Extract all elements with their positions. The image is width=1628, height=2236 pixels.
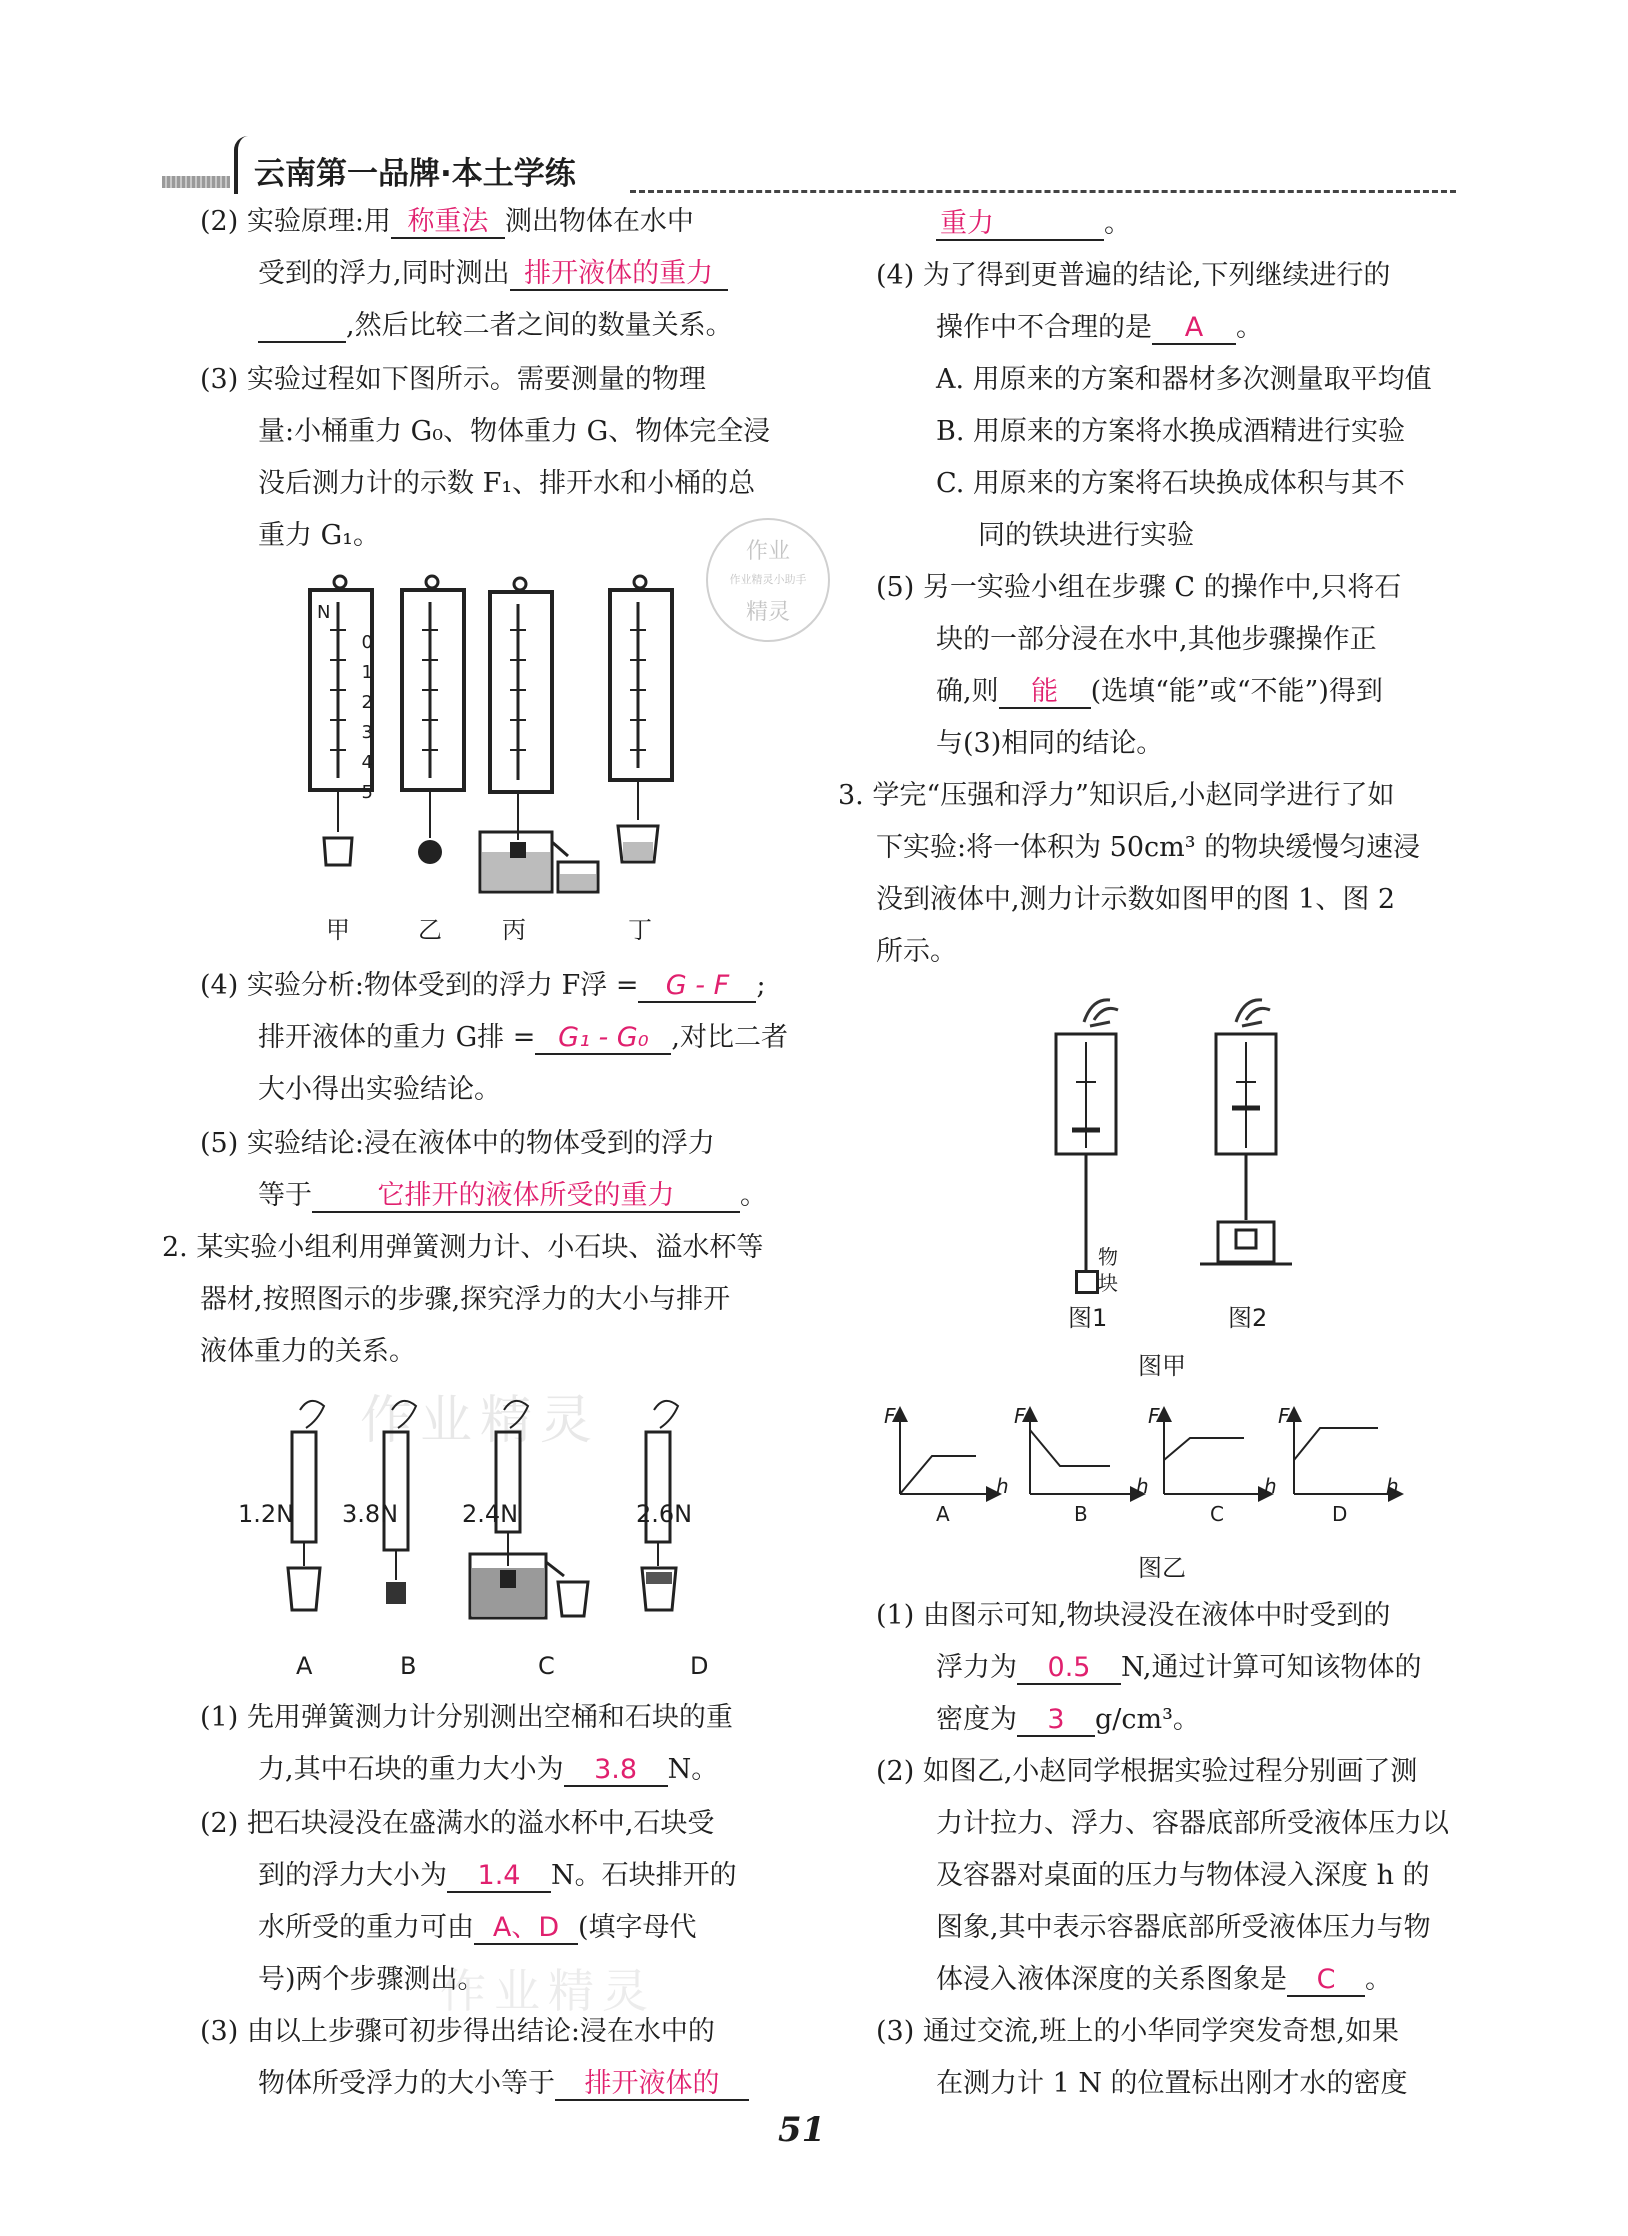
scale-ding bbox=[610, 576, 672, 862]
fig1-label: 图1 bbox=[1068, 1304, 1108, 1332]
q3-intro-line4: 所示。 bbox=[876, 936, 957, 967]
graph-a bbox=[900, 1410, 998, 1494]
q1-part4-line2: 排开液体的重力 G排 = G₁ - G₀ ,对比二者 bbox=[258, 1022, 788, 1053]
q1-part3-line4: 重力 G₁。 bbox=[258, 520, 380, 551]
q3-part2-line5: 体浸入液体深度的关系图象是 C 。 bbox=[936, 1964, 1392, 1995]
q1-part4-line1: (4) 实验分析:物体受到的浮力 F浮 = G - F ; bbox=[200, 970, 766, 1001]
q1-part4-line3: 大小得出实验结论。 bbox=[258, 1074, 501, 1105]
step-label-d: D bbox=[690, 1652, 709, 1680]
q3-intro-line1: 3. 学完“压强和浮力”知识后,小赵同学进行了如 bbox=[838, 780, 1395, 811]
scale-bing bbox=[480, 578, 598, 892]
answer-blank: 0.5 bbox=[1017, 1653, 1121, 1685]
answer-blank: G₁ - G₀ bbox=[535, 1023, 671, 1055]
answer-blank: 称重法 bbox=[391, 207, 505, 239]
answer-blank: 排开液体的重力 bbox=[510, 259, 728, 291]
q2-part2-line3: 水所受的重力可由 A、D (填字母代 bbox=[258, 1912, 697, 1943]
q2-part5-line3: 确,则 能 (选填“能”或“不能”)得到 bbox=[936, 676, 1383, 707]
graph-b-f: F bbox=[1014, 1404, 1026, 1428]
page-number: 51 bbox=[778, 2110, 826, 2150]
figure-jia bbox=[1040, 990, 1310, 1280]
fig1-scale bbox=[1056, 1000, 1118, 1270]
graph-a-f: F bbox=[884, 1404, 896, 1428]
q1-part3-line1: (3) 实验过程如下图所示。需要测量的物理 bbox=[200, 364, 706, 395]
q3-part2-line3: 及容器对桌面的压力与物体浸入深度 h 的 bbox=[936, 1860, 1430, 1891]
step-reading-b: 3.8N bbox=[342, 1500, 399, 1528]
graph-d bbox=[1294, 1410, 1400, 1494]
fig2-scale bbox=[1200, 1000, 1292, 1264]
header-divider bbox=[630, 190, 1456, 193]
answer-blank: 重力 bbox=[936, 209, 1104, 241]
q2-part2-line2: 到的浮力大小为 1.4 N。石块排开的 bbox=[258, 1860, 737, 1891]
q1-part3-line2: 量:小桶重力 G₀、物体重力 G、物体完全浸 bbox=[258, 416, 771, 447]
graph-b-label: B bbox=[1074, 1502, 1088, 1526]
watermark-stamp: 作业 作业精灵小助手 精灵 bbox=[706, 518, 830, 642]
q3-part1-line1: (1) 由图示可知,物块浸没在液体中时受到的 bbox=[876, 1600, 1391, 1631]
q1-part3-line3: 没后测力计的示数 F₁、排开水和小桶的总 bbox=[258, 468, 756, 499]
q2-intro-line1: 2. 某实验小组利用弹簧测力计、小石块、溢水杯等 bbox=[162, 1232, 764, 1263]
option-c-line2: 同的铁块进行实验 bbox=[978, 520, 1194, 551]
fig2-label: 图2 bbox=[1228, 1304, 1268, 1332]
q1-part5-line1: (5) 实验结论:浸在液体中的物体受到的浮力 bbox=[200, 1128, 715, 1159]
graph-d-label: D bbox=[1332, 1502, 1348, 1526]
graph-c-label: C bbox=[1210, 1502, 1224, 1526]
q2-part4-line2: 操作中不合理的是 A 。 bbox=[936, 312, 1263, 343]
scale-marks-jia: N 0 1 2 3 4 5 bbox=[317, 602, 373, 803]
option-c-line1: C. 用原来的方案将石块换成体积与其不 bbox=[936, 468, 1405, 499]
q3-part2-line4: 图象,其中表示容器底部所受液体压力与物 bbox=[936, 1912, 1431, 1943]
answer-blank: 能 bbox=[999, 677, 1091, 709]
block-label: 物块 bbox=[1098, 1245, 1118, 1295]
graph-c-f: F bbox=[1148, 1404, 1160, 1428]
step-reading-d: 2.6N bbox=[636, 1500, 693, 1528]
figure-yi-caption: 图乙 bbox=[1138, 1554, 1186, 1582]
header-bar bbox=[162, 176, 230, 188]
answer-blank: G - F bbox=[638, 971, 756, 1003]
q1-part2-line2: 受到的浮力,同时测出 排开液体的重力 bbox=[258, 256, 728, 292]
graph-b-h: h bbox=[1136, 1474, 1149, 1498]
q2-part5-line1: (5) 另一实验小组在步骤 C 的操作中,只将石 bbox=[876, 572, 1402, 603]
q2-intro-line3: 液体重力的关系。 bbox=[200, 1336, 416, 1367]
q1-part5-line2: 等于 它排开的液体所受的重力 。 bbox=[258, 1180, 767, 1211]
q2-part4-line1: (4) 为了得到更普遍的结论,下列继续进行的 bbox=[876, 260, 1391, 291]
option-b: B. 用原来的方案将水换成酒精进行实验 bbox=[936, 416, 1406, 447]
watermark-text-mid: 作业精灵 bbox=[360, 1391, 601, 1451]
q1-part2-line3: ,然后比较二者之间的数量关系。 bbox=[258, 308, 733, 344]
q3-intro-line3: 没到液体中,测力计示数如图甲的图 1、图 2 bbox=[876, 884, 1396, 915]
q2-intro-line2: 器材,按照图示的步骤,探究浮力的大小与排开 bbox=[200, 1284, 731, 1315]
option-a: A. 用原来的方案和器材多次测量取平均值 bbox=[936, 364, 1432, 395]
q1-part2-line1: (2) 实验原理:用 称重法 测出物体在水中 bbox=[200, 206, 694, 237]
figure-jia-caption: 图甲 bbox=[1138, 1352, 1186, 1380]
watermark-text-low: 作业精灵 bbox=[440, 1964, 656, 2018]
q2-part5-line4: 与(3)相同的结论。 bbox=[936, 728, 1164, 759]
q3-part2-line2: 力计拉力、浮力、容器底部所受液体压力以 bbox=[936, 1808, 1449, 1839]
q2-part5-line2: 块的一部分浸在水中,其他步骤操作正 bbox=[936, 624, 1377, 655]
step-label-a: A bbox=[296, 1652, 313, 1680]
q3-part2-line1: (2) 如图乙,小赵同学根据实验过程分别画了测 bbox=[876, 1756, 1418, 1787]
graph-d-h: h bbox=[1386, 1474, 1399, 1498]
step-label-c: C bbox=[538, 1652, 555, 1680]
q2-part2-line4: 号)两个步骤测出。 bbox=[258, 1964, 485, 1995]
answer-blank: C bbox=[1287, 1965, 1365, 1997]
answer-blank: 它排开的液体所受的重力 bbox=[312, 1181, 740, 1213]
q2-part1-line2: 力,其中石块的重力大小为 3.8 N。 bbox=[258, 1754, 719, 1785]
graph-c bbox=[1164, 1410, 1270, 1494]
q3-intro-line2: 下实验:将一体积为 50cm³ 的物块缓慢匀速浸 bbox=[876, 832, 1421, 863]
graph-a-label: A bbox=[936, 1502, 950, 1526]
q2-part2-line1: (2) 把石块浸没在盛满水的溢水杯中,石块受 bbox=[200, 1808, 715, 1839]
q2-part3-line1: (3) 由以上步骤可初步得出结论:浸在水中的 bbox=[200, 2016, 715, 2047]
answer-blank: 排开液体的 bbox=[555, 2069, 749, 2101]
answer-blank: 3.8 bbox=[564, 1755, 668, 1787]
q3-part3-line1: (3) 通过交流,班上的小华同学突发奇想,如果 bbox=[876, 2016, 1399, 2047]
q2-part3-line2: 物体所受浮力的大小等于 排开液体的 bbox=[258, 2066, 749, 2102]
q2-cont-line: 重力 。 bbox=[936, 206, 1131, 242]
step-reading-c: 2.4N bbox=[462, 1500, 519, 1528]
blank-line bbox=[258, 311, 346, 343]
answer-blank: 3 bbox=[1017, 1705, 1095, 1737]
q3-part1-line2: 浮力为 0.5 N,通过计算可知该物体的 bbox=[936, 1652, 1422, 1683]
graph-c-h: h bbox=[1264, 1474, 1277, 1498]
block-icon bbox=[1075, 1270, 1099, 1294]
q3-part1-line3: 密度为 3 g/cm³。 bbox=[936, 1704, 1200, 1735]
graph-d-f: F bbox=[1278, 1404, 1290, 1428]
header-title: 云南第一品牌·本土学练 bbox=[254, 156, 576, 192]
answer-blank: A bbox=[1152, 313, 1236, 345]
answer-blank: 1.4 bbox=[447, 1861, 551, 1893]
step-reading-a: 1.2N bbox=[238, 1500, 295, 1528]
q2-part1-line1: (1) 先用弹簧测力计分别测出空桶和石块的重 bbox=[200, 1702, 733, 1733]
step-label-b: B bbox=[400, 1652, 417, 1680]
header-bracket bbox=[234, 136, 252, 194]
graph-a-h: h bbox=[996, 1474, 1009, 1498]
graph-b bbox=[1030, 1410, 1142, 1494]
q3-part3-line2: 在测力计 1 N 的位置标出刚才水的密度 bbox=[936, 2068, 1408, 2099]
answer-blank: A、D bbox=[474, 1913, 578, 1945]
scale-yi bbox=[402, 576, 464, 864]
